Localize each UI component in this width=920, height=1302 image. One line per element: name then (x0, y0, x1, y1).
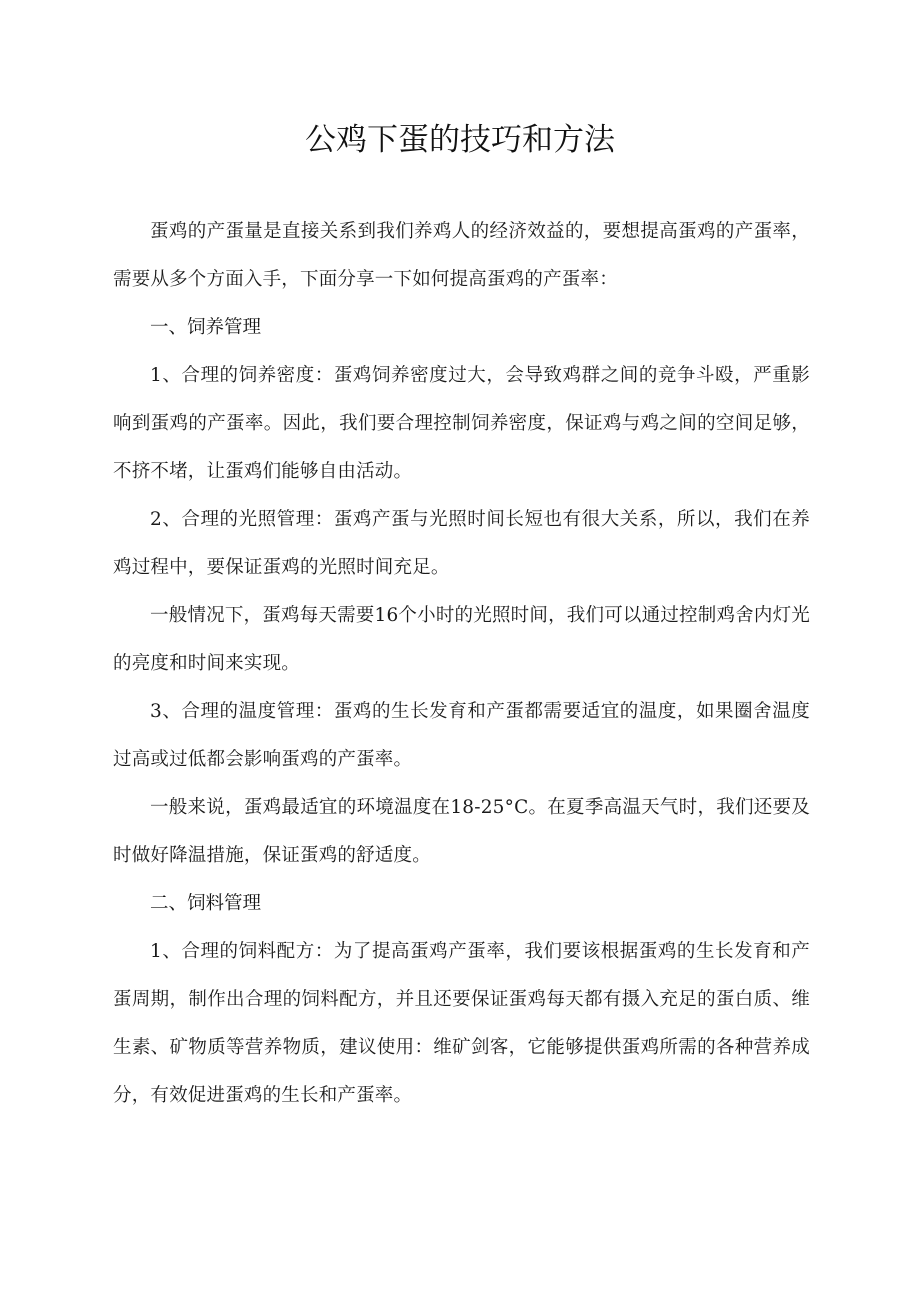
paragraph-lighting-management: 2、合理的光照管理：蛋鸡产蛋与光照时间长短也有很大关系，所以，我们在养鸡过程中，要保证蛋鸡的光照时间充足。 (113, 509, 810, 578)
section-heading-feeding-management: 一、饲养管理 (150, 317, 262, 338)
document-title: 公鸡下蛋的技巧和方法 (305, 122, 615, 158)
paragraph-temperature-range: 一般来说，蛋鸡最适宜的环境温度在18-25°C。在夏季高温天气时，我们还要及时做好降温措施，保证蛋鸡的舒适度。 (113, 797, 810, 866)
paragraph-stocking-density: 1、合理的饲养密度：蛋鸡饲养密度过大，会导致鸡群之间的竞争斗殴，严重影响到蛋鸡的产蛋率。因此，我们要合理控制饲养密度，保证鸡与鸡之间的空间足够，不挤不堵，让蛋鸡们能够自由活动。 (113, 365, 810, 482)
paragraph-lighting-hours: 一般情况下，蛋鸡每天需要16个小时的光照时间，我们可以通过控制鸡舍内灯光的亮度和时间来实现。 (113, 605, 810, 674)
document-body (113, 208, 810, 1120)
section-heading-feed-management: 二、饲料管理 (150, 893, 262, 914)
paragraph-feed-formula: 1、合理的饲料配方：为了提高蛋鸡产蛋率，我们要该根据蛋鸡的生长发育和产蛋周期，制作出合理的饲料配方，并且还要保证蛋鸡每天都有摄入充足的蛋白质、维生素、矿物质等营养物质，建议使用：维矿剑客，它能够提供蛋鸡所需的各种营养成分，有效促进蛋鸡的生长和产蛋率。 (113, 941, 810, 1106)
paragraph-temperature-management: 3、合理的温度管理：蛋鸡的生长发育和产蛋都需要适宜的温度，如果圈舍温度过高或过低都会影响蛋鸡的产蛋率。 (113, 701, 810, 770)
intro-paragraph: 蛋鸡的产蛋量是直接关系到我们养鸡人的经济效益的，要想提高蛋鸡的产蛋率，需要从多个方面入手，下面分享一下如何提高蛋鸡的产蛋率： (113, 221, 810, 290)
